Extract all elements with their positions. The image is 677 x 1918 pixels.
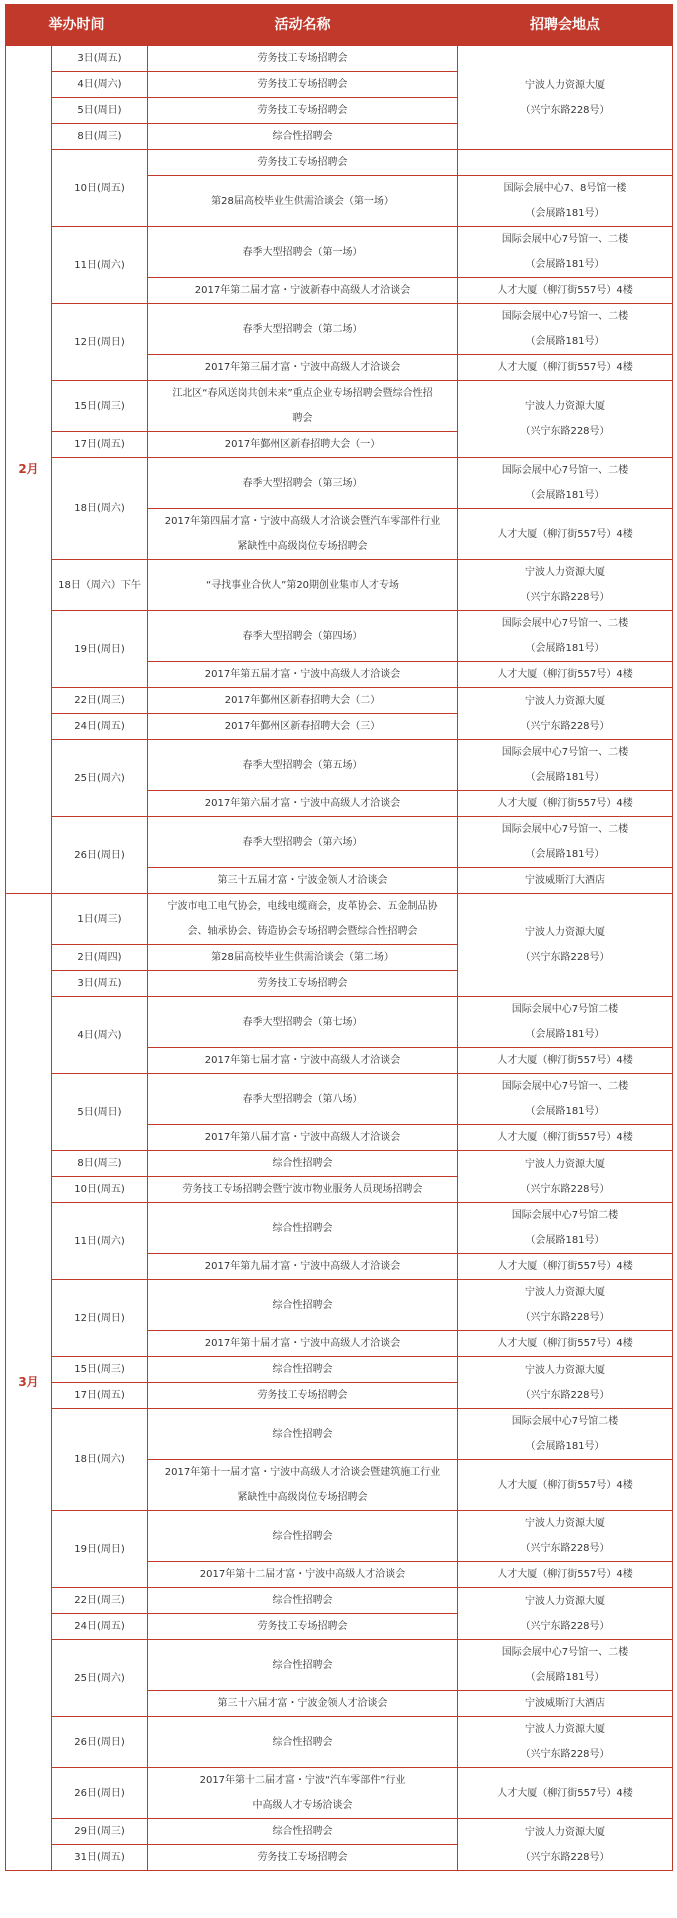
date-cell: 4日(周六) bbox=[52, 72, 148, 98]
venue-line: （兴宁东路228号） bbox=[520, 104, 610, 116]
venue-cell bbox=[458, 46, 673, 150]
activity-cell bbox=[148, 1074, 458, 1125]
activity-line: 第三十六届才富・宁波金领人才洽谈会 bbox=[217, 1698, 388, 1709]
venue-line: 人才大厦（柳汀街557号）4楼 bbox=[497, 528, 633, 540]
activity-cell bbox=[148, 740, 458, 791]
activity-line: 2017年第十二届才富・宁波中高级人才洽谈会 bbox=[199, 1569, 406, 1580]
activity-cell bbox=[148, 1640, 458, 1691]
venue-cell bbox=[458, 381, 673, 458]
venue-line: （兴宁东路228号） bbox=[520, 592, 610, 603]
venue-line: （兴宁东路228号） bbox=[520, 1620, 610, 1632]
venue-cell bbox=[458, 1280, 673, 1331]
activity-cell bbox=[148, 1048, 458, 1074]
venue-cell bbox=[458, 662, 673, 688]
activity-cell bbox=[148, 560, 458, 611]
table-row bbox=[6, 1640, 673, 1691]
venue-line: 人才大厦（柳汀街557号）4楼 bbox=[497, 798, 633, 809]
date-cell: 29日(周三) bbox=[52, 1819, 148, 1845]
date-cell: 11日(周六) bbox=[52, 227, 148, 304]
activity-line: 综合性招聘会 bbox=[272, 1659, 333, 1671]
table-row bbox=[6, 46, 673, 72]
header-time: 举办时间 bbox=[6, 5, 148, 46]
venue-line: 宁波人力资源大厦 bbox=[525, 79, 605, 91]
venue-line: 国际会展中心7号馆一、二楼 bbox=[501, 824, 629, 835]
activity-cell bbox=[148, 971, 458, 997]
date-cell: 26日(周日) bbox=[52, 817, 148, 894]
venue-cell bbox=[458, 1254, 673, 1280]
venue-line: 宁波威斯汀大酒店 bbox=[525, 1698, 605, 1709]
activity-cell bbox=[148, 1409, 458, 1460]
activity-cell bbox=[148, 662, 458, 688]
table-row bbox=[6, 150, 673, 176]
venue-line: 人才大厦（柳汀街557号）4楼 bbox=[497, 1132, 633, 1143]
activity-cell bbox=[148, 1254, 458, 1280]
table-row bbox=[6, 1768, 673, 1819]
date-cell: 25日(周六) bbox=[52, 740, 148, 817]
activity-line: 春季大型招聘会（第三场） bbox=[242, 477, 363, 489]
table-row bbox=[6, 381, 673, 432]
activity-cell bbox=[148, 1177, 458, 1203]
activity-cell bbox=[148, 1151, 458, 1177]
activity-cell bbox=[148, 945, 458, 971]
date-cell: 17日(周五) bbox=[52, 432, 148, 458]
venue-line: 宁波人力资源大厦 bbox=[525, 401, 605, 412]
venue-line: 国际会展中心7号馆一、二楼 bbox=[501, 465, 629, 476]
venue-line: 宁波人力资源大厦 bbox=[525, 567, 605, 578]
date-cell: 8日(周三) bbox=[52, 124, 148, 150]
header-venue: 招聘会地点 bbox=[458, 5, 673, 46]
venue-cell bbox=[458, 1125, 673, 1151]
venue-line: （会展路181号） bbox=[525, 1441, 605, 1452]
venue-cell bbox=[458, 227, 673, 278]
venue-cell bbox=[458, 304, 673, 355]
month-cell: 2月 bbox=[6, 46, 52, 894]
venue-line: 宁波人力资源大厦 bbox=[525, 1364, 605, 1376]
date-cell: 19日(周日) bbox=[52, 611, 148, 688]
activity-line: 2017年第九届才富・宁波中高级人才洽谈会 bbox=[204, 1261, 401, 1272]
activity-cell bbox=[148, 1357, 458, 1383]
activity-line: 综合性招聘会 bbox=[272, 1530, 333, 1542]
venue-line: （会展路181号） bbox=[525, 643, 605, 654]
date-cell: 24日(周五) bbox=[52, 1614, 148, 1640]
date-cell: 12日(周日) bbox=[52, 304, 148, 381]
activity-cell bbox=[148, 98, 458, 124]
date-cell: 11日(周六) bbox=[52, 1203, 148, 1280]
activity-cell bbox=[148, 509, 458, 560]
venue-line: 人才大厦（柳汀街557号）4楼 bbox=[497, 1338, 633, 1349]
venue-cell bbox=[458, 458, 673, 509]
venue-line: 国际会展中心7号馆一、二楼 bbox=[501, 618, 629, 629]
activity-cell bbox=[148, 1768, 458, 1819]
venue-cell bbox=[458, 1203, 673, 1254]
date-cell: 18日(周六) bbox=[52, 458, 148, 560]
venue-cell bbox=[458, 611, 673, 662]
activity-line: 春季大型招聘会（第四场） bbox=[242, 630, 363, 642]
activity-cell bbox=[148, 1511, 458, 1562]
activity-line: 综合性招聘会 bbox=[272, 1364, 333, 1375]
activity-line: 第28届高校毕业生供需洽谈会（第二场） bbox=[211, 952, 394, 963]
table-row bbox=[6, 1588, 673, 1614]
venue-line: （兴宁东路228号） bbox=[520, 720, 610, 732]
activity-line: 2017年第十一届才富・宁波中高级人才洽谈会暨建筑施工行业 bbox=[164, 1467, 441, 1478]
table-row bbox=[6, 1074, 673, 1125]
activity-cell bbox=[148, 1614, 458, 1640]
table-row bbox=[6, 817, 673, 868]
date-cell: 15日(周三) bbox=[52, 381, 148, 432]
venue-line: 宁波人力资源大厦 bbox=[525, 1518, 605, 1529]
venue-cell bbox=[458, 1331, 673, 1357]
venue-line: 宁波人力资源大厦 bbox=[525, 1826, 605, 1838]
venue-cell bbox=[458, 278, 673, 304]
table-row bbox=[6, 1151, 673, 1177]
venue-line: 人才大厦（柳汀街557号）4楼 bbox=[497, 362, 633, 373]
venue-line: （兴宁东路228号） bbox=[520, 1183, 610, 1195]
venue-line: （会展路181号） bbox=[525, 772, 605, 783]
venue-line: （兴宁东路228号） bbox=[520, 952, 610, 963]
activity-line: 会、轴承协会、铸造协会专场招聘会暨综合性招聘会 bbox=[187, 926, 418, 937]
activity-line: 综合性招聘会 bbox=[272, 1222, 333, 1234]
venue-line: 人才大厦（柳汀街557号）4楼 bbox=[497, 1569, 633, 1580]
venue-line: 国际会展中心7号馆二楼 bbox=[511, 1004, 619, 1015]
venue-line: （会展路181号） bbox=[525, 1235, 605, 1246]
venue-line: （会展路181号） bbox=[525, 208, 605, 219]
table-header-row bbox=[6, 5, 673, 46]
venue-line: （会展路181号） bbox=[525, 1672, 605, 1683]
date-cell: 3日(周五) bbox=[52, 971, 148, 997]
venue-line: （会展路181号） bbox=[525, 490, 605, 501]
venue-line: 宁波威斯汀大酒店 bbox=[525, 875, 605, 886]
activity-cell bbox=[148, 1562, 458, 1588]
venue-line: （兴宁东路228号） bbox=[520, 1749, 610, 1760]
activity-line: 春季大型招聘会（第六场） bbox=[242, 836, 363, 848]
venue-line: 宁波人力资源大厦 bbox=[525, 1595, 605, 1607]
venue-cell bbox=[458, 868, 673, 894]
activity-line: 劳务技工专场招聘会 bbox=[257, 79, 348, 90]
venue-cell bbox=[458, 1511, 673, 1562]
venue-line: （兴宁东路228号） bbox=[520, 1851, 610, 1863]
activity-line: 2017年第十届才富・宁波中高级人才洽谈会 bbox=[204, 1338, 401, 1349]
activity-line: 综合性招聘会 bbox=[272, 1736, 333, 1748]
date-cell: 18日(周六) bbox=[52, 1409, 148, 1511]
activity-cell bbox=[148, 355, 458, 381]
activity-cell bbox=[148, 997, 458, 1048]
venue-line: （兴宁东路228号） bbox=[520, 426, 610, 437]
activity-line: 2017年第三届才富・宁波中高级人才洽谈会 bbox=[204, 362, 401, 373]
activity-line: 2017年第七届才富・宁波中高级人才洽谈会 bbox=[204, 1055, 401, 1066]
activity-line: 春季大型招聘会（第二场） bbox=[242, 323, 363, 335]
activity-line: 2017年第六届才富・宁波中高级人才洽谈会 bbox=[204, 798, 401, 809]
activity-line: 聘会 bbox=[292, 413, 313, 424]
activity-line: 2017年第五届才富・宁波中高级人才洽谈会 bbox=[204, 669, 401, 680]
venue-cell bbox=[458, 1717, 673, 1768]
activity-line: 综合性招聘会 bbox=[272, 1826, 333, 1837]
date-cell: 5日(周日) bbox=[52, 1074, 148, 1151]
date-cell: 26日(周日) bbox=[52, 1768, 148, 1819]
venue-cell bbox=[458, 560, 673, 611]
table-row bbox=[6, 560, 673, 611]
date-cell: 18日（周六）下午 bbox=[52, 560, 148, 611]
venue-line: 人才大厦（柳汀街557号）4楼 bbox=[497, 1479, 633, 1491]
date-cell: 24日(周五) bbox=[52, 714, 148, 740]
date-cell: 10日(周五) bbox=[52, 1177, 148, 1203]
venue-line: 国际会展中心7号馆一、二楼 bbox=[501, 747, 629, 758]
activity-line: 劳务技工专场招聘会暨宁波市物业服务人员现场招聘会 bbox=[182, 1184, 423, 1195]
venue-line: （会展路181号） bbox=[525, 1029, 605, 1040]
venue-line: 宁波人力资源大厦 bbox=[525, 1158, 605, 1170]
activity-cell bbox=[148, 714, 458, 740]
table-row bbox=[6, 740, 673, 791]
activity-line: 劳务技工专场招聘会 bbox=[257, 1852, 348, 1863]
date-cell: 8日(周三) bbox=[52, 1151, 148, 1177]
venue-cell bbox=[458, 1588, 673, 1640]
venue-line: 人才大厦（柳汀街557号）4楼 bbox=[497, 1787, 633, 1799]
venue-cell bbox=[458, 1562, 673, 1588]
activity-cell bbox=[148, 150, 458, 176]
date-cell: 4日(周六) bbox=[52, 997, 148, 1074]
activity-line: 2017年鄞州区新春招聘大会（三） bbox=[224, 721, 381, 732]
activity-cell bbox=[148, 1280, 458, 1331]
activity-cell bbox=[148, 1717, 458, 1768]
venue-line: （会展路181号） bbox=[525, 1106, 605, 1117]
table-row bbox=[6, 894, 673, 945]
venue-cell bbox=[458, 1460, 673, 1511]
activity-cell bbox=[148, 894, 458, 945]
activity-line: 紧缺性中高级岗位专场招聘会 bbox=[237, 541, 368, 552]
activity-line: 劳务技工专场招聘会 bbox=[257, 105, 348, 116]
venue-line: 宁波人力资源大厦 bbox=[525, 1287, 605, 1298]
activity-line: 综合性招聘会 bbox=[272, 1158, 333, 1169]
activity-cell bbox=[148, 304, 458, 355]
activity-line: 春季大型招聘会（第五场） bbox=[242, 759, 363, 771]
activity-line: 第28届高校毕业生供需洽谈会（第一场） bbox=[211, 195, 394, 207]
date-cell: 10日(周五) bbox=[52, 150, 148, 227]
activity-line: 综合性招聘会 bbox=[272, 1428, 333, 1440]
table-row bbox=[6, 1819, 673, 1845]
activity-cell bbox=[148, 1819, 458, 1845]
venue-line: 国际会展中心7号馆一、二楼 bbox=[501, 1647, 629, 1658]
table-row bbox=[6, 997, 673, 1048]
date-cell: 31日(周五) bbox=[52, 1845, 148, 1871]
activity-line: 劳务技工专场招聘会 bbox=[257, 1390, 348, 1401]
venue-cell bbox=[458, 509, 673, 560]
activity-cell bbox=[148, 1460, 458, 1511]
venue-line: 国际会展中心7号馆二楼 bbox=[511, 1210, 619, 1221]
venue-line: （会展路181号） bbox=[525, 336, 605, 347]
activity-cell bbox=[148, 1203, 458, 1254]
venue-line: 人才大厦（柳汀街557号）4楼 bbox=[497, 669, 633, 680]
month-cell: 3月 bbox=[6, 894, 52, 1871]
activity-cell bbox=[148, 124, 458, 150]
venue-line: （兴宁东路228号） bbox=[520, 1543, 610, 1554]
activity-line: 2017年第二届才富・宁波新春中高级人才洽谈会 bbox=[194, 285, 411, 296]
venue-cell bbox=[458, 1768, 673, 1819]
activity-line: 宁波市电工电气协会，电线电缆商会，皮革协会、五金制品协 bbox=[167, 901, 438, 912]
venue-cell bbox=[458, 1409, 673, 1460]
activity-cell bbox=[148, 176, 458, 227]
activity-line: 春季大型招聘会（第七场） bbox=[242, 1016, 363, 1028]
activity-line: 劳务技工专场招聘会 bbox=[257, 978, 348, 989]
venue-cell bbox=[458, 817, 673, 868]
venue-line: 国际会展中心7号馆一、二楼 bbox=[501, 234, 629, 245]
activity-cell bbox=[148, 46, 458, 72]
header-activity: 活动名称 bbox=[148, 5, 458, 46]
date-cell: 22日(周三) bbox=[52, 1588, 148, 1614]
table-row bbox=[6, 1717, 673, 1768]
date-cell: 15日(周三) bbox=[52, 1357, 148, 1383]
activity-cell bbox=[148, 1331, 458, 1357]
activity-line: 2017年第八届才富・宁波中高级人才洽谈会 bbox=[204, 1132, 401, 1143]
date-cell: 25日(周六) bbox=[52, 1640, 148, 1717]
table-row bbox=[6, 1357, 673, 1383]
venue-cell bbox=[458, 791, 673, 817]
activity-line: 劳务技工专场招聘会 bbox=[257, 53, 348, 64]
venue-cell bbox=[458, 1074, 673, 1125]
activity-line: 2017年第十二届才富・宁波“汽车零部件”行业 bbox=[199, 1775, 406, 1786]
venue-cell bbox=[458, 1691, 673, 1717]
date-cell: 26日(周日) bbox=[52, 1717, 148, 1768]
date-cell: 3日(周五) bbox=[52, 46, 148, 72]
venue-line: 国际会展中心7号馆二楼 bbox=[511, 1416, 619, 1427]
date-cell: 12日(周日) bbox=[52, 1280, 148, 1357]
date-cell: 5日(周日) bbox=[52, 98, 148, 124]
activity-line: 紧缺性中高级岗位专场招聘会 bbox=[237, 1492, 368, 1503]
activity-cell bbox=[148, 1588, 458, 1614]
activity-line: 综合性招聘会 bbox=[272, 131, 333, 142]
activity-line: 中高级人才专场洽谈会 bbox=[252, 1800, 353, 1811]
venue-cell bbox=[458, 1048, 673, 1074]
activity-cell bbox=[148, 458, 458, 509]
activity-cell bbox=[148, 1845, 458, 1871]
activity-cell bbox=[148, 278, 458, 304]
activity-line: 第三十五届才富・宁波金领人才洽谈会 bbox=[217, 875, 388, 886]
activity-line: 春季大型招聘会（第八场） bbox=[242, 1093, 363, 1105]
venue-cell bbox=[458, 740, 673, 791]
table-row bbox=[6, 458, 673, 509]
venue-cell bbox=[458, 150, 673, 176]
date-cell: 17日(周五) bbox=[52, 1383, 148, 1409]
date-cell: 1日(周三) bbox=[52, 894, 148, 945]
venue-cell bbox=[458, 1357, 673, 1409]
venue-line: 人才大厦（柳汀街557号）4楼 bbox=[497, 1055, 633, 1066]
venue-line: （会展路181号） bbox=[525, 849, 605, 860]
activity-line: “寻找事业合伙人”第20期创业集市人才专场 bbox=[205, 579, 400, 591]
venue-cell bbox=[458, 894, 673, 997]
table-row bbox=[6, 688, 673, 714]
venue-line: 宁波人力资源大厦 bbox=[525, 1724, 605, 1735]
recruitment-schedule-table bbox=[5, 4, 673, 1871]
table-row bbox=[6, 1409, 673, 1460]
activity-line: 2017年鄞州区新春招聘大会（一） bbox=[224, 439, 381, 450]
table-row bbox=[6, 304, 673, 355]
table-row bbox=[6, 227, 673, 278]
venue-line: （会展路181号） bbox=[525, 259, 605, 270]
venue-cell bbox=[458, 1640, 673, 1691]
activity-cell bbox=[148, 381, 458, 432]
activity-cell bbox=[148, 1125, 458, 1151]
venue-cell bbox=[458, 355, 673, 381]
activity-line: 劳务技工专场招聘会 bbox=[257, 1621, 348, 1632]
activity-line: 2017年鄞州区新春招聘大会（二） bbox=[224, 695, 381, 706]
activity-cell bbox=[148, 688, 458, 714]
venue-cell bbox=[458, 176, 673, 227]
date-cell: 22日(周三) bbox=[52, 688, 148, 714]
table-row bbox=[6, 611, 673, 662]
activity-cell bbox=[148, 227, 458, 278]
venue-line: （兴宁东路228号） bbox=[520, 1312, 610, 1323]
activity-line: 2017年第四届才富・宁波中高级人才洽谈会暨汽车零部件行业 bbox=[164, 516, 441, 527]
activity-cell bbox=[148, 611, 458, 662]
activity-line: 劳务技工专场招聘会 bbox=[257, 157, 348, 168]
activity-cell bbox=[148, 817, 458, 868]
activity-line: 江北区“春风送岗共创未来”重点企业专场招聘会暨综合性招 bbox=[172, 388, 433, 399]
venue-line: 宁波人力资源大厦 bbox=[525, 695, 605, 707]
venue-line: （兴宁东路228号） bbox=[520, 1389, 610, 1401]
activity-line: 春季大型招聘会（第一场） bbox=[242, 246, 363, 258]
venue-line: 宁波人力资源大厦 bbox=[525, 927, 605, 938]
activity-cell bbox=[148, 72, 458, 98]
activity-line: 综合性招聘会 bbox=[272, 1595, 333, 1606]
table-row bbox=[6, 1203, 673, 1254]
table-row bbox=[6, 1280, 673, 1331]
table-row bbox=[6, 1511, 673, 1562]
venue-line: 国际会展中心7号馆一、二楼 bbox=[501, 1081, 629, 1092]
venue-cell bbox=[458, 997, 673, 1048]
activity-cell bbox=[148, 1383, 458, 1409]
activity-cell bbox=[148, 791, 458, 817]
venue-line: 人才大厦（柳汀街557号）4楼 bbox=[497, 1261, 633, 1272]
activity-line: 综合性招聘会 bbox=[272, 1299, 333, 1311]
venue-cell bbox=[458, 688, 673, 740]
venue-line: 国际会展中心7号馆一、二楼 bbox=[501, 311, 629, 322]
date-cell: 2日(周四) bbox=[52, 945, 148, 971]
venue-line: 人才大厦（柳汀街557号）4楼 bbox=[497, 285, 633, 296]
venue-line: 国际会展中心7、8号馆一楼 bbox=[503, 183, 627, 194]
date-cell: 19日(周日) bbox=[52, 1511, 148, 1588]
activity-cell bbox=[148, 868, 458, 894]
activity-cell bbox=[148, 1691, 458, 1717]
activity-cell bbox=[148, 432, 458, 458]
venue-cell bbox=[458, 1151, 673, 1203]
venue-cell bbox=[458, 1819, 673, 1871]
